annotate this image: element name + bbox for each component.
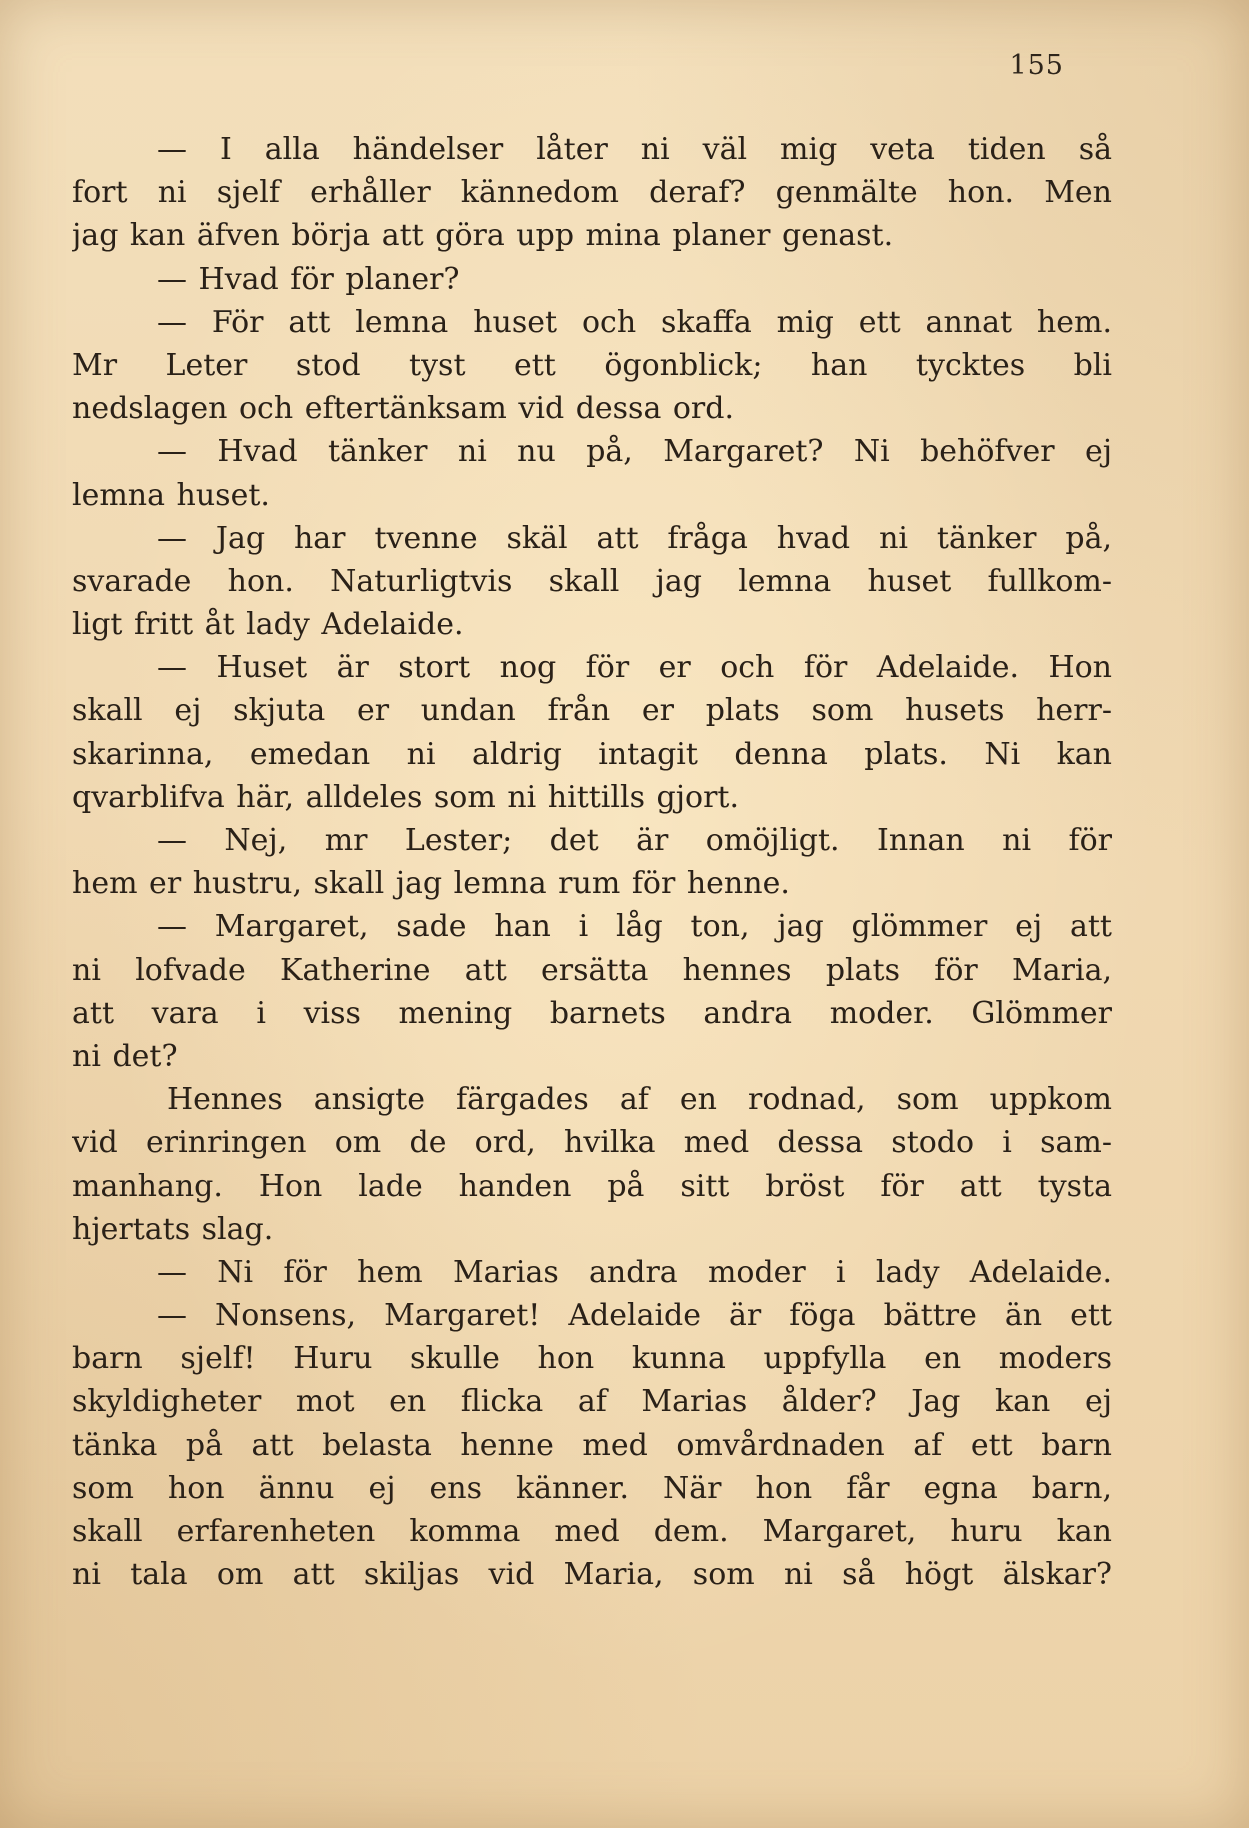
text-line: ni det? — [72, 1038, 178, 1074]
text-line: ni lofvade Katherine att ersätta hennes plats för Maria, — [72, 952, 1112, 988]
text-line: som hon ännu ej ens känner. När hon får egna barn, — [72, 1470, 1112, 1506]
text-line: skyldigheter mot en flicka af Marias ålder? Jag kan ej — [72, 1384, 1112, 1420]
text-line: — Jag har tvenne skäl att fråga hvad ni tänker på, — [157, 520, 1112, 556]
text-line: skall erfarenheten komma med dem. Margaret, huru kan — [72, 1514, 1112, 1549]
page-number: 155 — [1009, 50, 1064, 81]
text-line: — Nonsens, Margaret! Adelaide är föga bättre än ett — [157, 1298, 1112, 1334]
text-line: skall ej skjuta er undan från er plats som husets herr- — [72, 693, 1112, 729]
text-line: — Hvad tänker ni nu på, Margaret? Ni behöfver ej — [157, 434, 1112, 470]
text-line: — Hvad för planer? — [157, 261, 460, 297]
text-line: — Huset är stort nog för er och för Adelaide. Hon — [157, 650, 1112, 686]
text-line: skarinna, emedan ni aldrig intagit denna plats. Ni kan — [72, 736, 1112, 772]
text-line: Mr Leter stod tyst ett ögonblick; han tycktes bli — [72, 347, 1112, 383]
text-line: att vara i viss mening barnets andra moder. Glömmer — [72, 995, 1112, 1031]
text-line: ligt fritt åt lady Adelaide. — [72, 607, 464, 643]
text-line: — Ni för hem Marias andra moder i lady Adelaide. — [157, 1254, 1112, 1290]
text-line: barn sjelf! Huru skulle hon kunna uppfylla en moders — [72, 1341, 1112, 1377]
text-line: tänka på att belasta henne med omvårdnaden af ett barn — [72, 1427, 1112, 1463]
text-line: vid erinringen om de ord, hvilka med dessa stodo i sam- — [72, 1125, 1112, 1161]
text-line: ni tala om att skiljas vid Maria, som ni så högt älskar? — [72, 1557, 1112, 1593]
text-line: — Nej, mr Lester; det är omöjligt. Innan ni för — [157, 823, 1112, 858]
text-line: — Margaret, sade han i låg ton, jag glömmer ej att — [157, 909, 1112, 945]
text-line: — I alla händelser låter ni väl mig veta tiden så — [157, 132, 1112, 167]
body-text — [72, 128, 1112, 1596]
text-line: svarade hon. Naturligtvis skall jag lemna huset fullkom- — [72, 563, 1112, 599]
text-line: Hennes ansigte färgades af en rodnad, som uppkom — [167, 1082, 1112, 1118]
text-line: jag kan äfven börja att göra upp mina planer genast. — [72, 218, 894, 254]
text-line: lemna huset. — [72, 477, 270, 513]
text-line: hem er hustru, skall jag lemna rum för henne. — [72, 866, 790, 902]
text-line: fort ni sjelf erhåller kännedom deraf? genmälte hon. Men — [72, 175, 1112, 211]
text-line: manhang. Hon lade handen på sitt bröst för att tysta — [72, 1168, 1112, 1204]
text-line: hjertats slag. — [72, 1211, 274, 1247]
text-line: nedslagen och eftertänksam vid dessa ord. — [72, 391, 735, 427]
text-line: — För att lemna huset och skaffa mig ett annat hem. — [157, 304, 1112, 340]
text-line: qvarblifva här, alldeles som ni hittills gjort. — [72, 779, 740, 815]
